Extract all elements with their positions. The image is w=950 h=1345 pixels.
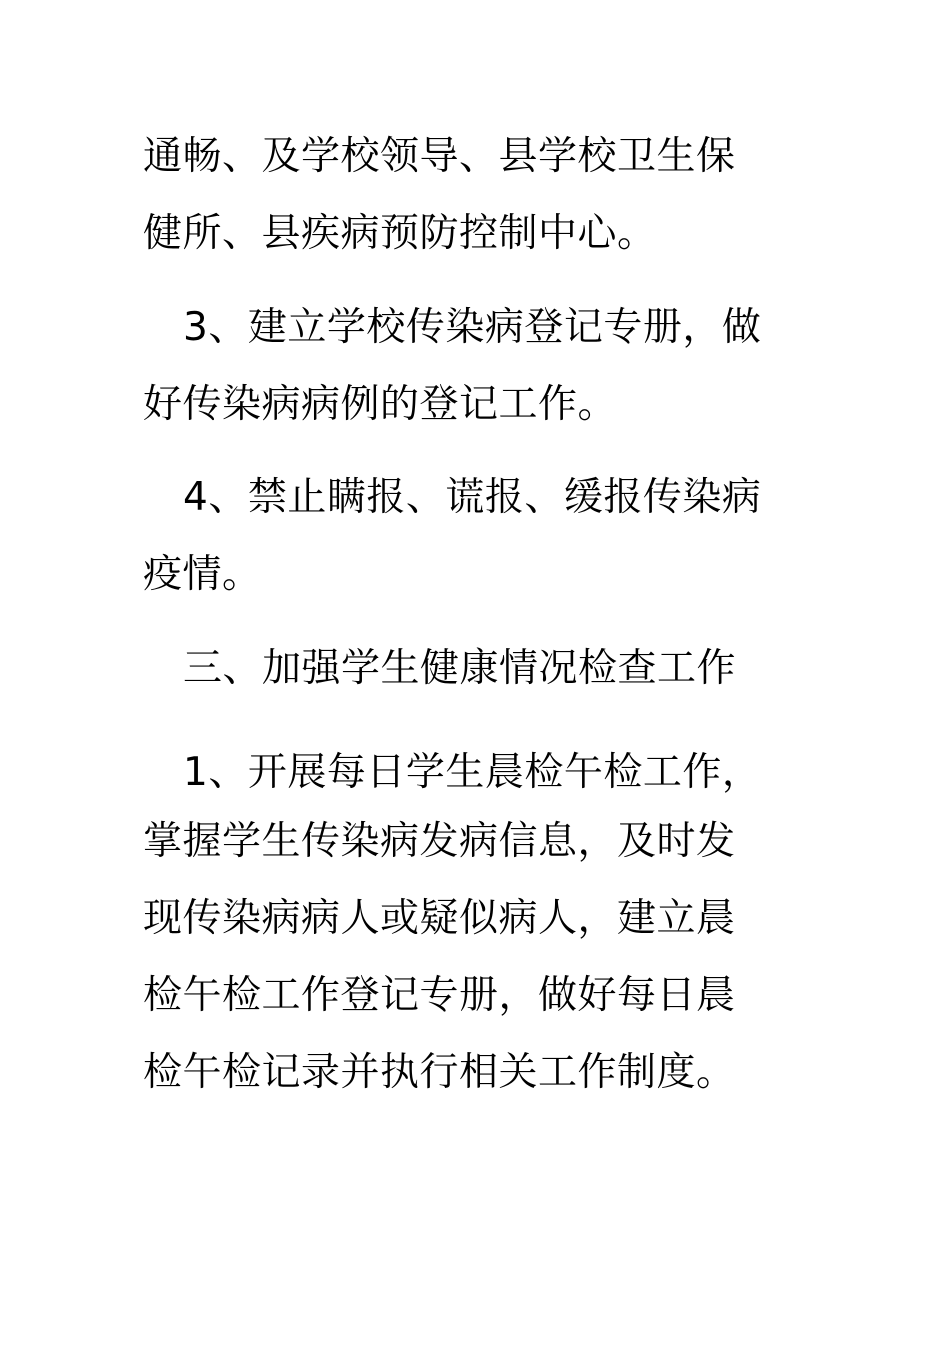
paragraph-line: 好传染病病例的登记工作。 (143, 382, 618, 427)
paragraph-line: 现传染病病人或疑似病人，建立晨 (143, 896, 736, 941)
paragraph-line: 检午检记录并执行相关工作制度。 (143, 1050, 736, 1095)
paragraph-line: 通畅、及学校领导、县学校卫生保 (143, 134, 736, 179)
paragraph-line: 疫情。 (143, 552, 262, 597)
paragraph-line: 1、开展每日学生晨检午检工作， (183, 750, 762, 795)
paragraph-line: 3、建立学校传染病登记专册，做 (183, 305, 762, 350)
paragraph-line: 掌握学生传染病发病信息，及时发 (143, 819, 736, 864)
section-heading: 三、加强学生健康情况检查工作 (183, 646, 737, 691)
paragraph-line: 4、禁止瞒报、谎报、缓报传染病 (183, 475, 762, 520)
paragraph-line: 检午检工作登记专册，做好每日晨 (143, 973, 736, 1018)
paragraph-line: 健所、县疾病预防控制中心。 (143, 211, 657, 256)
